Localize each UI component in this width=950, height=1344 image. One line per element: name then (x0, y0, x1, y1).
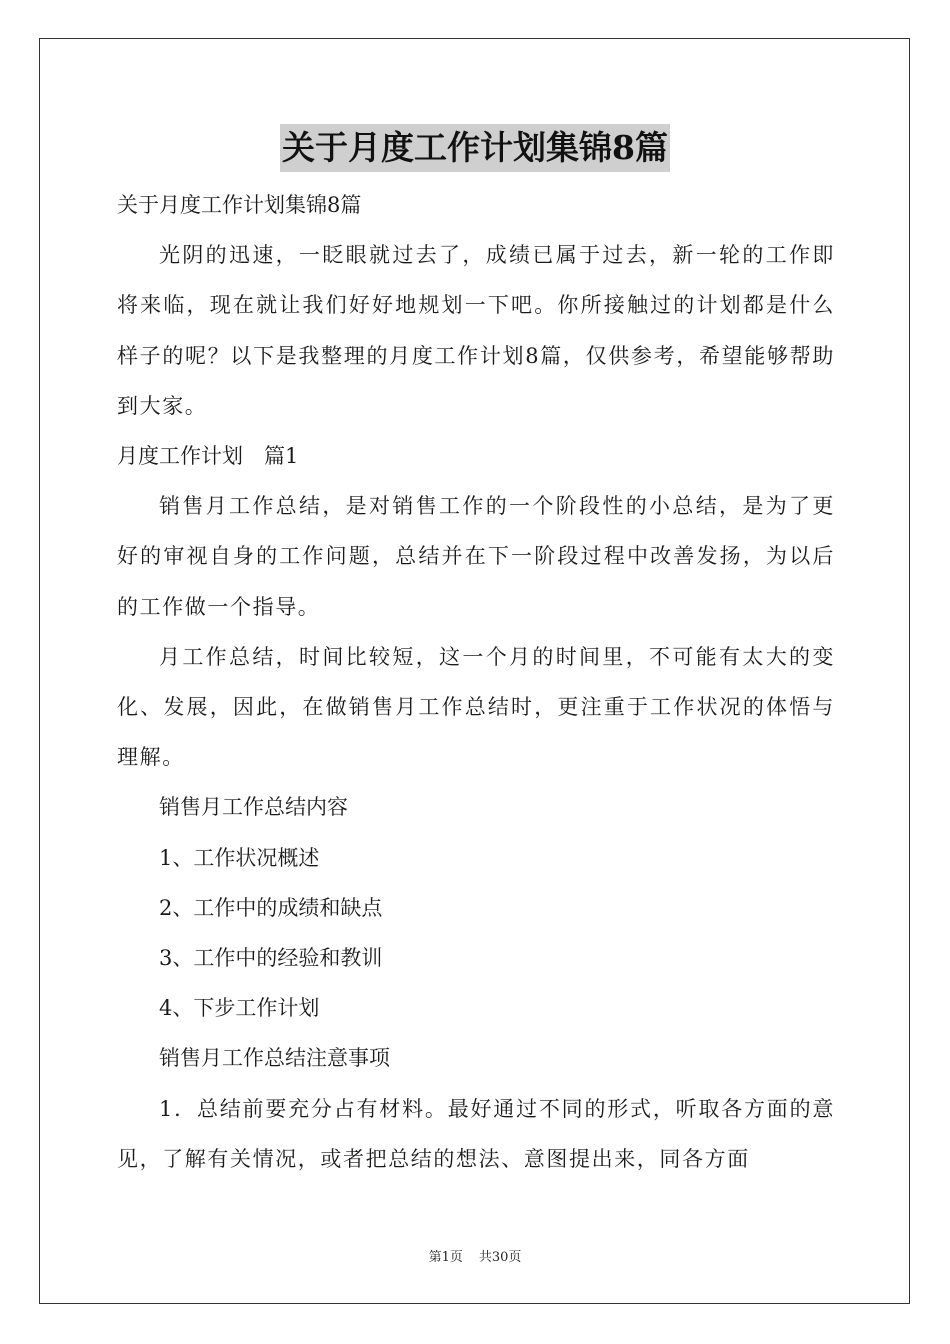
title-area (0, 124, 950, 172)
list-item: 2、工作中的成绩和缺点 (159, 895, 383, 920)
document-title: 关于月度工作计划集锦8篇 (280, 124, 670, 172)
notes-paragraph-1: 1．总结前要充分占有材料。最好通过不同的形式，听取各方面的意见，了解有关情况，或者把总结的想法、意图提出来，同各方面 (117, 1096, 835, 1171)
list-item: 4、下步工作计划 (159, 996, 320, 1021)
list-item: 3、工作中的经验和教训 (159, 945, 383, 970)
page-number: 第1页 (428, 1250, 463, 1265)
intro-paragraph: 光阴的迅速，一眨眼就过去了，成绩已属于过去，新一轮的工作即将来临，现在就让我们好好地规划一下吧。你所接触过的计划都是什么样子的呢？以下是我整理的月度工作计划8篇，仅供参考，希望能够帮助到大家。 (117, 243, 835, 418)
document-body (117, 180, 835, 1184)
content-heading: 销售月工作总结内容 (159, 795, 348, 820)
section1-paragraph-2: 月工作总结，时间比较短，这一个月的时间里，不可能有太大的变化、发展，因此，在做销售月工作总结时，更注重于工作状况的体悟与理解。 (117, 644, 835, 770)
subtitle: 关于月度工作计划集锦8篇 (117, 193, 362, 217)
page-total: 共30页 (478, 1250, 522, 1265)
page-footer (0, 1246, 950, 1265)
list-item: 1、工作状况概述 (159, 845, 320, 870)
section1-paragraph-1: 销售月工作总结，是对销售工作的一个阶段性的小总结，是为了更好的审视自身的工作问题，总结并在下一阶段过程中改善发扬，为以后的工作做一个指导。 (117, 494, 835, 619)
notes-heading: 销售月工作总结注意事项 (159, 1046, 390, 1071)
section-heading: 月度工作计划 篇1 (117, 444, 299, 468)
